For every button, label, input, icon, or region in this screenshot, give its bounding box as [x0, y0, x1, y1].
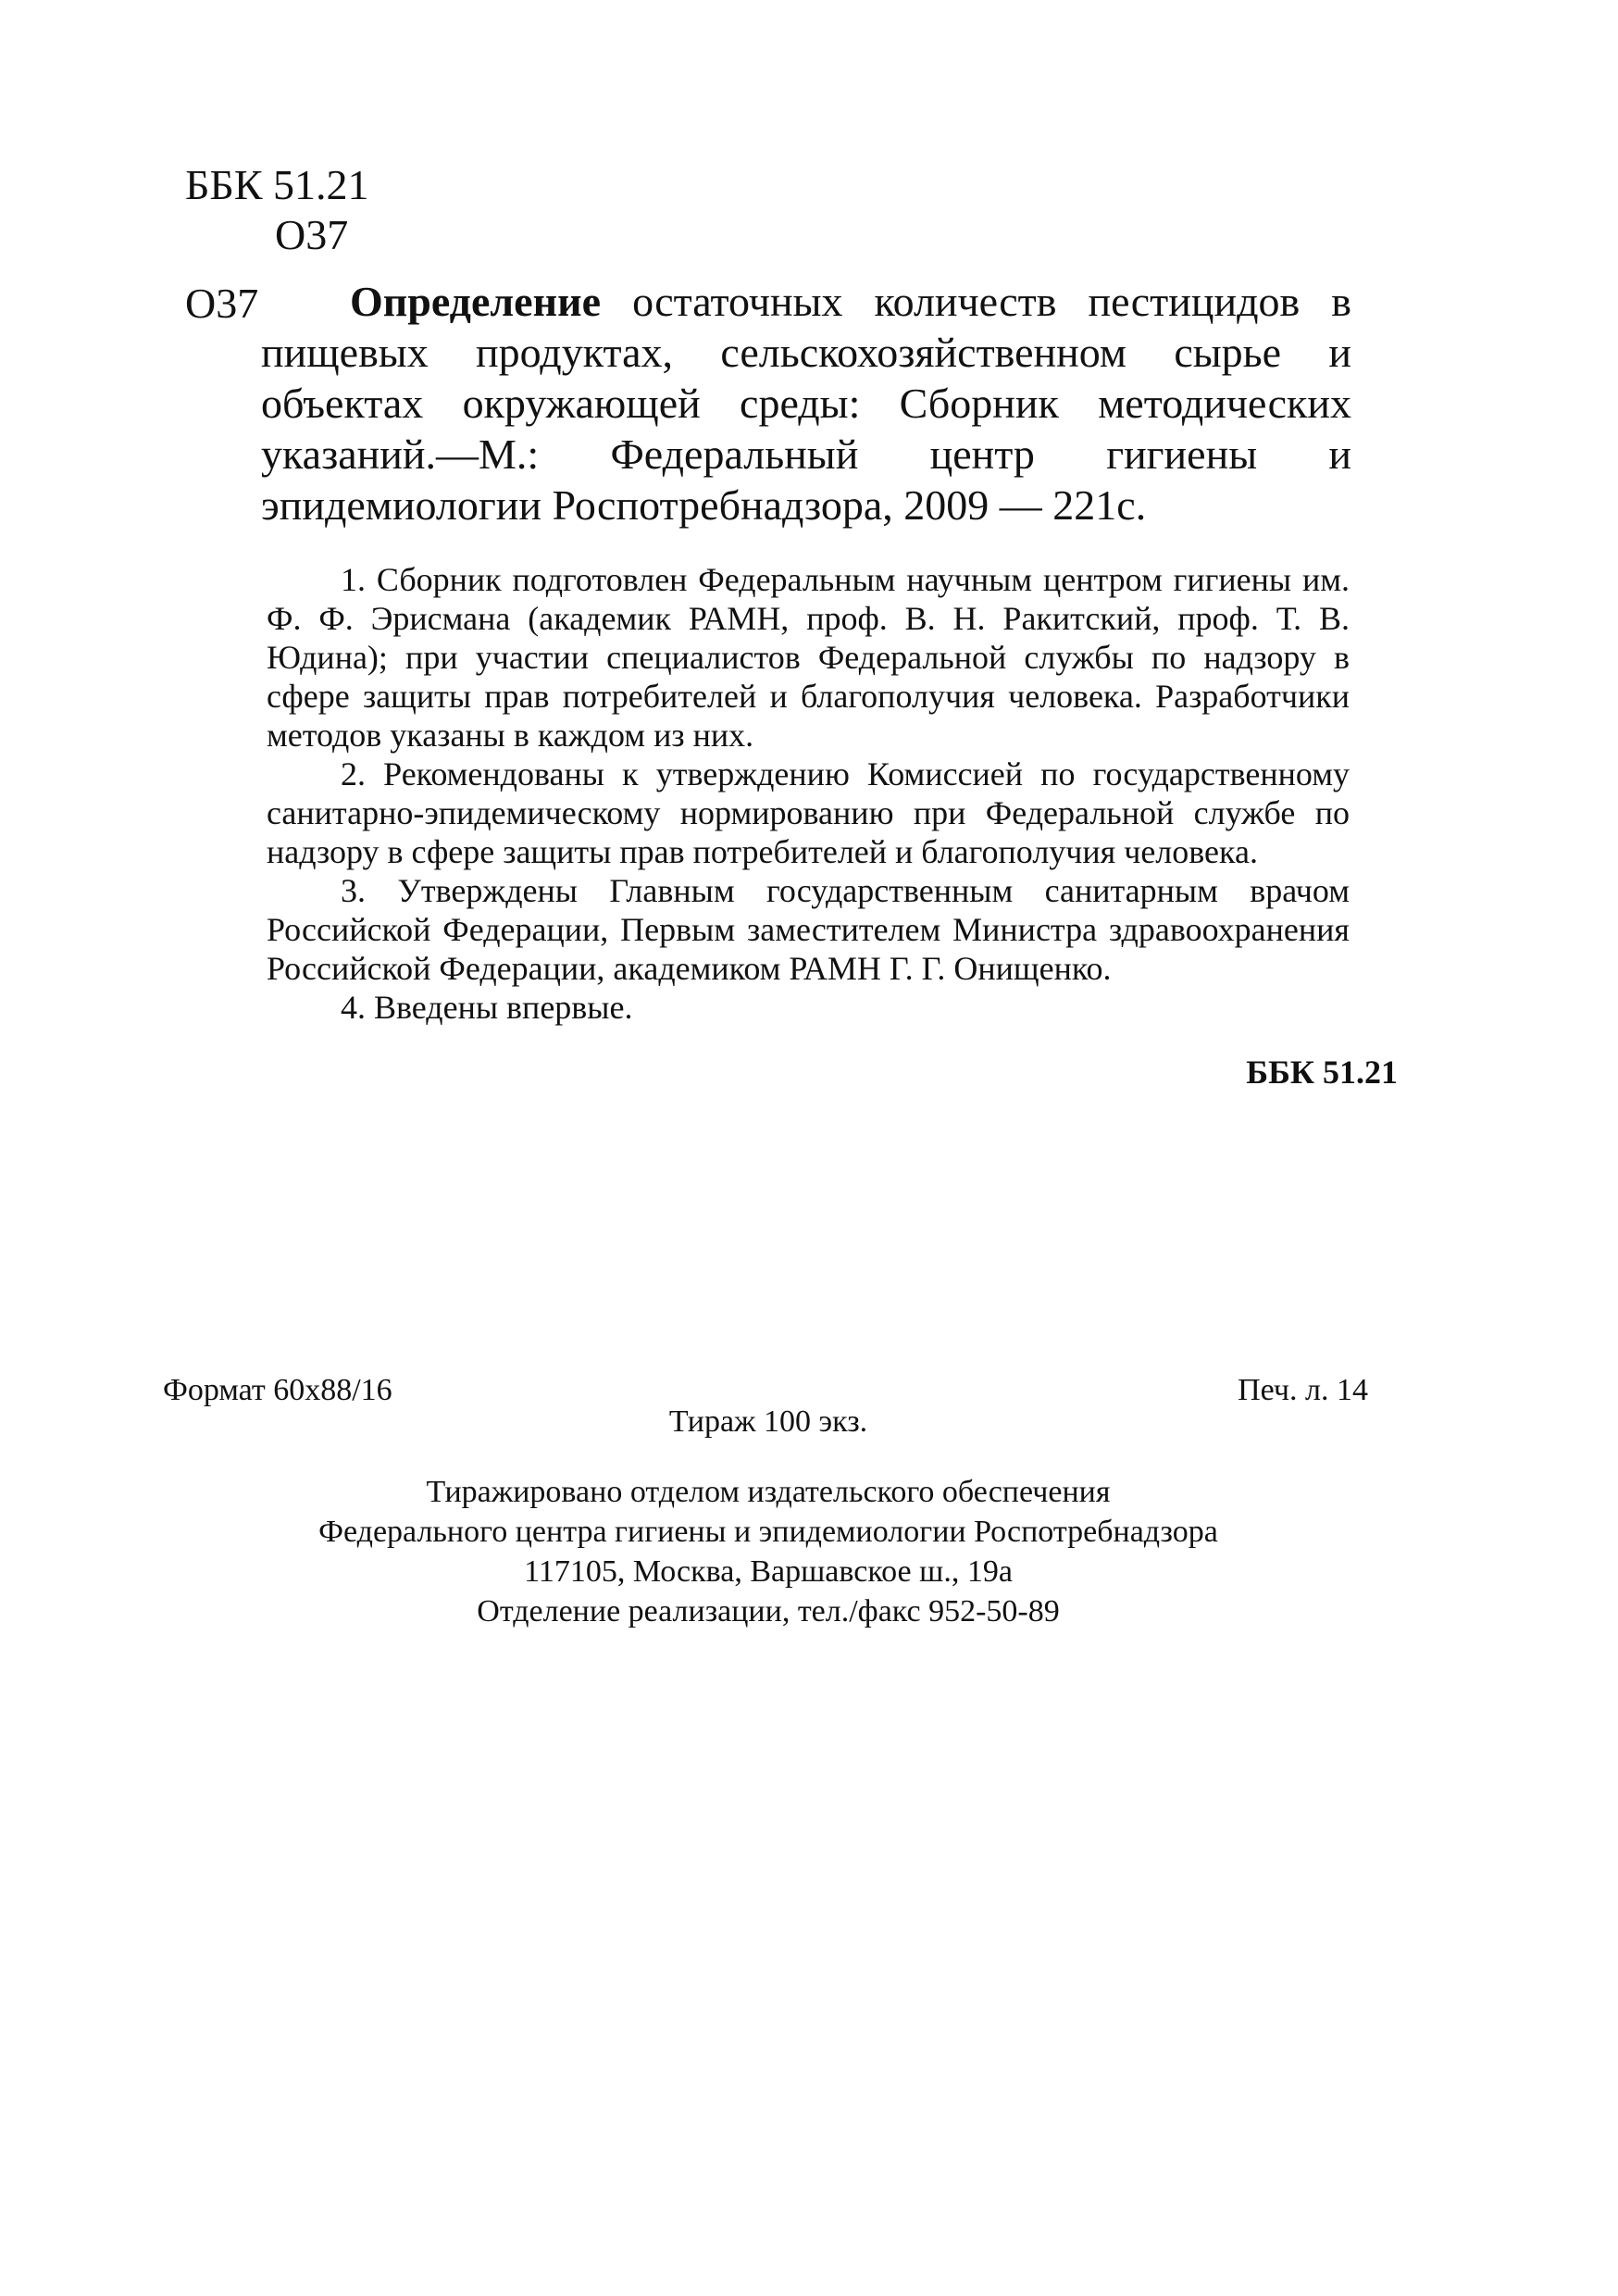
- author-sign-top: О37: [275, 211, 349, 258]
- note-item: 1. Сборник подготовлен Федеральным научным центром гигиены им. Ф. Ф. Эрисмана (академик РАМН, проф. В. Н. Ракитский, проф. Т. В. Юдина); при участии специалистов Федеральной службы по надзору в сфере защиты прав потребителей и благополучия человека. Разработчики методов указаны в каждом из них.: [267, 561, 1350, 754]
- notes-list: [267, 560, 1350, 1027]
- description-text: остаточных количеств пестицидов в пищевых продуктах, сельскохозяйственном сырье и объектах окружающей среды: Сборник методических указаний.—М.: Федеральный центр гигиены и эпидемиологии Роспотребнадзора, 2009 — 221с.: [261, 278, 1351, 529]
- publisher-line: 117105, Москва, Варшавское ш., 19а: [524, 1554, 1013, 1589]
- note-item: 3. Утверждены Главным государственным санитарным врачом Российской Федерации, Первым заместителем Министра здравоохранения Российской Федерации, академиком РАМН Г. Г. Онищенко.: [267, 872, 1350, 987]
- publisher-line: Отделение реализации, тел./факс 952-50-89: [477, 1594, 1060, 1628]
- bbk-index-bottom: ББК 51.21: [1246, 1054, 1398, 1091]
- author-sign-left: О37: [185, 280, 259, 327]
- publisher-line: Федерального центра гигиены и эпидемиологии Роспотребнадзора: [318, 1515, 1218, 1549]
- bibliographic-description: [261, 276, 1351, 530]
- printed-sheets-info: Печ. л. 14: [1238, 1373, 1368, 1407]
- note-item: 4. Введены впервые.: [341, 989, 633, 1026]
- publisher-info: [0, 1472, 1537, 1631]
- format-info: Формат 60x88/16: [163, 1373, 392, 1407]
- bbk-index-top: ББК 51.21: [185, 161, 369, 208]
- note-item: 2. Рекомендованы к утверждению Комиссией по государственному санитарно-эпидемическому нормированию при Федеральной службе по надзору в сфере защиты прав потребителей и благополучия человека.: [267, 755, 1350, 870]
- print-run-info: Тираж 100 экз.: [668, 1404, 868, 1439]
- title-bold: Определение: [350, 278, 602, 325]
- publisher-line: Тиражировано отделом издательского обеспечения: [426, 1475, 1111, 1509]
